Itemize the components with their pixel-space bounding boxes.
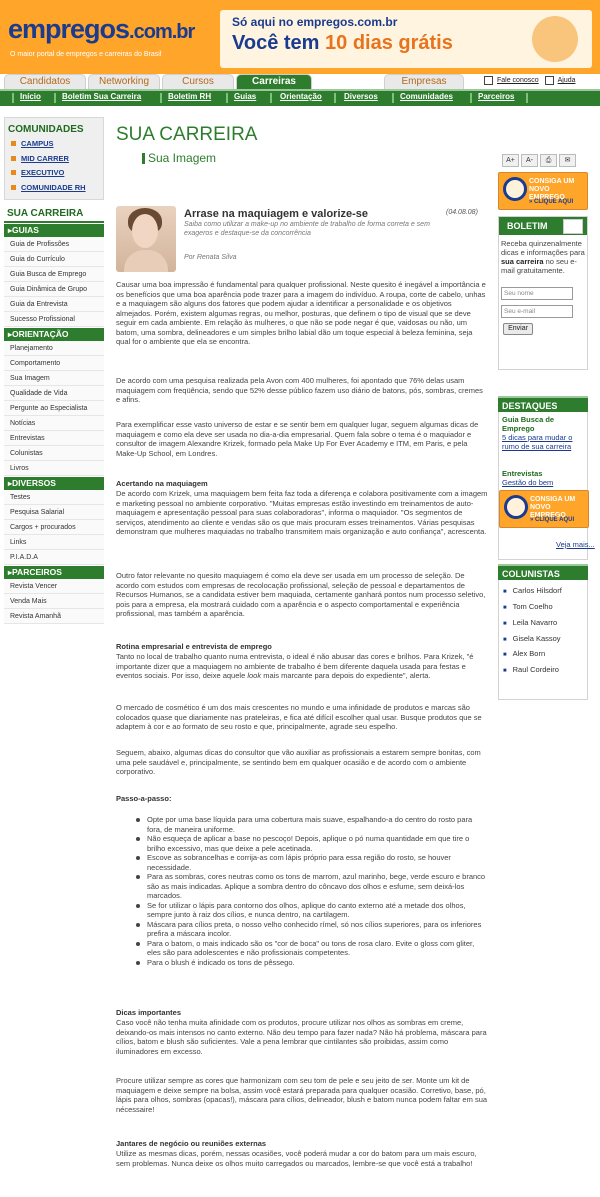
banner-line2: [232, 32, 453, 55]
article-paragraph: De acordo com Krizek, uma maquiagem bem feita faz toda a diferença e colabora positivamente com a imagem e marketing pessoal no ambiente corporativo. "Muitas empresas estão investindo em treinamentos de auto-maquiagem e apresentação pessoal para suas colaboradoras", informa o maquiador. "Os segmentos de serviços, atendimento ao cliente e vendas são os que mais procuram esses treinamentos. Várias pesquisas demonstram que mulheres maquiadas no trabalho transmitem mais organização e auto confiança", acrescenta.: [116, 489, 488, 536]
newsletter-text: Receba quinzenalmente dicas e informações para: [501, 239, 585, 257]
list-item: Não esqueça de aplicar a base no pescoço! Depois, aplique o pó numa quantidade em que tire o brilho excessivo, mas que deixe a pele acetinada.: [116, 834, 488, 853]
article-lead: Saiba como utilizar a make-up no ambiente de trabalho de forma correta e sem exageros e destaque-se da concorrência: [184, 221, 430, 237]
newsletter-box: [498, 216, 588, 370]
sidebar-item[interactable]: Pergunte ao Especialista: [4, 401, 104, 416]
banner-line2-highlight: 10 dias grátis: [325, 32, 453, 54]
columnist-link[interactable]: ■ Gisela Kassoy: [503, 634, 561, 643]
list-item: Para o batom, o mais indicado são os "cor de boca" ou tons de rosa claro. Evite o gloss com gliter, eles são para adolescentes e não profissionais competentes.: [116, 939, 488, 958]
nav-comunidades[interactable]: Comunidades: [400, 92, 453, 101]
newsletter-email-input[interactable]: Seu e-mail: [501, 305, 573, 318]
nav-divider: [54, 93, 56, 103]
nav-divider: [226, 93, 228, 103]
sidebar-item[interactable]: Sua Imagem: [4, 371, 104, 386]
newsletter-title-text: BOLETIM: [507, 221, 548, 231]
nav-orientacao[interactable]: Orientação: [280, 92, 322, 101]
communities-title: COMUNIDADES: [8, 124, 84, 135]
destaques-box: [498, 412, 595, 560]
sidebar-item[interactable]: Guia Busca de Emprego: [4, 267, 104, 282]
sidebar-item[interactable]: P.I.A.D.A: [4, 550, 104, 565]
sidebar-item[interactable]: Guia Dinâmica de Grupo: [4, 282, 104, 297]
communities-box: [4, 117, 104, 200]
article-paragraph: [116, 652, 488, 681]
sidebar-item[interactable]: Revista Amanhã: [4, 609, 104, 624]
columnist-link[interactable]: ■ Raul Cordeiro: [503, 665, 559, 674]
promo-banner[interactable]: [220, 10, 592, 68]
community-campus[interactable]: CAMPUS: [5, 137, 103, 152]
community-rh[interactable]: COMUNIDADE RH: [5, 181, 103, 196]
help-link[interactable]: Ajuda: [557, 77, 576, 85]
see-more-link[interactable]: Veja mais...: [556, 540, 595, 549]
tab-networking[interactable]: Networking: [88, 74, 160, 89]
article-paragraph: De acordo com uma pesquisa realizada pela Avon com 400 mulheres, foi apontado que 76% delas usam maquiagem com freqüência, sendo que 52% desse público fazem uso diário de batons, pós, sombras, cremes e afins.: [116, 376, 483, 404]
paragraph-text: mais marcante para depois do expediente", alerta.: [263, 671, 431, 680]
destaque-title: Entrevistas: [502, 469, 543, 478]
article-date: (04.08.08): [446, 209, 478, 216]
list-item: Se for utilizar o lápis para contorno dos olhos, aplique do canto externo até a metade dos olhos, sempre junto à raiz dos cílios, e nunca dentro, na cartilagem.: [116, 901, 488, 920]
nav-divider: [526, 93, 528, 103]
promo-cta: » CLIQUE AQUI: [529, 199, 574, 205]
sidebar-item[interactable]: Sucesso Profissional: [4, 312, 104, 327]
sidebar-item[interactable]: Revista Vencer: [4, 579, 104, 594]
left-sidebar: [4, 117, 104, 624]
page-tools: [502, 154, 578, 172]
article-subheading: Rotina empresarial e entrevista de emprego: [116, 642, 272, 651]
banner-line2-prefix: Você tem: [232, 32, 320, 54]
photo-body: [124, 250, 168, 272]
sidebar-item[interactable]: Planejamento: [4, 341, 104, 356]
article-subheading: Acertando na maquiagem: [116, 479, 208, 488]
sidebar-item[interactable]: Comportamento: [4, 356, 104, 371]
header: [0, 0, 600, 74]
banner-line1: [232, 15, 397, 29]
sidebar-item[interactable]: Entrevistas: [4, 431, 104, 446]
sidebar-item[interactable]: Testes: [4, 490, 104, 505]
sidebar-item[interactable]: Links: [4, 535, 104, 550]
community-mid-carrer[interactable]: MID CARRER: [5, 152, 103, 167]
nav-inicio[interactable]: Início: [20, 92, 41, 101]
destaques-title: DESTAQUES: [498, 396, 588, 412]
sidebar-item[interactable]: Colunistas: [4, 446, 104, 461]
sidebar-item[interactable]: Guia do Currículo: [4, 252, 104, 267]
tagline: O maior portal de empregos e carreiras do Brasil: [10, 51, 162, 58]
promo-logo-icon: [504, 495, 528, 519]
font-decrease-button[interactable]: A-: [521, 154, 538, 167]
article-paragraph: Para exemplificar esse vasto universo de estar e se sentir bem em qualquer lugar, seguem algumas dicas de maquiagem e como ela deve ser usada no dia-a-dia empresarial. Quem fala sobre o tema é o maquiador e consultor de imagem Alexandre Krizek, formado pela Make Up For Ever Academy e ITM, em Paris, e pela Make-Up School, em Londres.: [116, 420, 479, 458]
nav-bar: [0, 89, 600, 106]
tab-candidatos[interactable]: Candidatos: [4, 74, 86, 89]
article-subheading: Dicas importantes: [116, 1008, 182, 1017]
help-icon: [545, 76, 554, 85]
list-item: Para as sombras, cores neutras como os tons de marrom, azul marinho, bege, verde escuro e branco são as mais indicadas. Aplique a sombra dentro do côncavo dos olhos e esfume, sem deixá-los marcados.: [116, 872, 488, 901]
columnist-link[interactable]: ■ Leila Navarro: [503, 618, 557, 627]
promo-text: CONSIGA UM NOVO EMPREGO: [529, 178, 575, 201]
nav-divider: [334, 93, 336, 103]
list-item: Escove as sobrancelhas e corrija-as com lápis próprio para essa região do rosto, se houver necessidade.: [116, 853, 488, 872]
article-subheading: Jantares de negócio ou reuniões externas: [116, 1139, 267, 1148]
sidebar-item[interactable]: Venda Mais: [4, 594, 104, 609]
columnist-link[interactable]: ■ Tom Coelho: [503, 602, 553, 611]
newsletter-title: [499, 217, 587, 235]
article-subheading: Passo-a-passo:: [116, 794, 172, 803]
logo-text: empregos: [8, 14, 130, 44]
columnist-link[interactable]: ■ Alex Born: [503, 649, 545, 658]
nav-divider: [392, 93, 394, 103]
nav-diversos[interactable]: Diversos: [344, 92, 378, 101]
sidebar-item[interactable]: Guia de Profissões: [4, 237, 104, 252]
page-subtitle: Sua Imagem: [148, 151, 217, 165]
newsletter-description: [499, 235, 587, 275]
font-increase-button[interactable]: A+: [502, 154, 519, 167]
print-icon[interactable]: ⎙: [540, 154, 557, 167]
list-item: Máscara para cílios preta, o nosso velho conhecido rímel, só nos cílios superiores, para os inferiores prefira a máscara incolor.: [116, 920, 488, 939]
article-author: Por Renata Silva: [184, 254, 237, 261]
category-orientacao[interactable]: ▸ ORIENTAÇÃO: [4, 328, 104, 341]
tab-empresas[interactable]: Empresas: [384, 74, 464, 89]
article-title: Arrase na maquiagem e valorize-se: [184, 208, 369, 220]
newsletter-name-input[interactable]: Seu nome: [501, 287, 573, 300]
sidebar-item[interactable]: Notícias: [4, 416, 104, 431]
nav-divider: [160, 93, 162, 103]
tab-cursos[interactable]: Cursos: [162, 74, 234, 89]
nav-boletim-rh[interactable]: Boletim RH: [168, 92, 212, 101]
sidebar-item[interactable]: Livros: [4, 461, 104, 476]
article-paragraph: Causar uma boa impressão é fundamental para qualquer profissional. Neste quesito é inegável a importância e os benefícios que uma boa aparência pode trazer para a imagem do indivíduo. A roupa, corte de cabelo, unhas e a maquiagem são alguns dos fatores que podem ajudar a identificar a personalidade e os objetivos almejados. Porém, existem algumas regras, ou melhor, posturas, que definem o tipo de visual que se deve seguir em cada ambiente. Em relação às mulheres, o que não se pode negar é que, vaidosas ou não, um batom, uma sombra, delineadores e um simples brilho labial dão um toque especial à beleza feminina, seja qual for o ambiente que ela se encontra.: [116, 280, 486, 346]
category-guias[interactable]: ▸ GUIAS: [4, 224, 104, 237]
sua-carreira-title: SUA CARREIRA: [4, 206, 104, 223]
article-paragraph: Outro fator relevante no quesito maquiagem é como ela deve ser usada em um processo de seleção. De acordo com estudos com empresas de recolocação profissional, seleção de pessoal e departamentos de Recursos Humanos, se a candidata estiver bem maquiada, certamente ganhará pontos num processo seletivo, pois para a empresa, ela mostrará cuidado com a aparência e o aspecto comportamental e experiência profissional, mas também a aparência.: [116, 571, 486, 618]
newsletter-text-bold: sua carreira: [501, 257, 544, 266]
banner-circle-graphic: [532, 16, 578, 62]
destaque-link[interactable]: 5 dicas para mudar o rumo de sua carreira: [502, 433, 573, 451]
article-paragraph: Seguem, abaixo, algumas dicas do consultor que vão auxiliar as profissionais a estarem sempre bonitas, com uma pele saudável e, principalmente, se sentindo bem em qualquer ocasião e de acordo com o ambiente corporativo.: [116, 748, 481, 776]
site-logo[interactable]: [8, 14, 194, 45]
article-paragraph: Caso você não tenha muita afinidade com os produtos, procure utilizar nos olhos as sombras em creme, deixando-os mais intensos no canto externo. Não deu tempo para fazer nada? Não há problema, máscara para cílios, batom e blush são suficientes. Vale a pena lembrar que cintilantes são proibidas, assim como iluminadores em excesso.: [116, 1018, 487, 1056]
sidebar-item[interactable]: Pesquisa Salarial: [4, 505, 104, 520]
columnist-link[interactable]: ■ Carlos Hilsdorf: [503, 586, 562, 595]
newsletter-text: no seu e-mail gratuitamente.: [501, 257, 577, 275]
category-diversos[interactable]: ▸ DIVERSOS: [4, 477, 104, 490]
logo-domain: .com.br: [129, 21, 195, 43]
nav-divider: [12, 93, 14, 103]
contact-icon: [484, 76, 493, 85]
article-photo: [116, 206, 176, 272]
promo-text: CONSIGA UM NOVO EMPREGO: [530, 496, 576, 519]
promo-logo-icon: [503, 177, 527, 201]
nav-guias[interactable]: Guias: [234, 92, 257, 101]
tab-carreiras[interactable]: Carreiras: [236, 74, 312, 90]
colunistas-title: COLUNISTAS: [498, 564, 588, 580]
tips-list: [116, 815, 488, 967]
nav-divider: [270, 93, 272, 103]
email-icon[interactable]: ✉: [559, 154, 576, 167]
nav-boletim-sua-carreira[interactable]: Boletim Sua Carreira: [62, 92, 142, 101]
category-parceiros[interactable]: ▸ PARCEIROS: [4, 566, 104, 579]
sidebar-item[interactable]: Guia da Entrevista: [4, 297, 104, 312]
contact-link[interactable]: Fale conosco: [497, 77, 539, 85]
promo-cta: » CLIQUE AQUI: [530, 517, 575, 523]
paragraph-emphasis: look: [247, 671, 262, 680]
nav-parceiros[interactable]: Parceiros: [478, 92, 515, 101]
list-item: Opte por uma base líquida para uma cobertura mais suave, espalhando-a do centro do rosto para fora, de maneira uniforme.: [116, 815, 488, 834]
newsletter-submit-button[interactable]: Enviar: [503, 323, 533, 335]
page-title: SUA CARREIRA: [116, 124, 258, 145]
destaque-title: Guia Busca de Emprego: [502, 415, 555, 433]
sidebar-item[interactable]: Qualidade de Vida: [4, 386, 104, 401]
promo-new-job[interactable]: [498, 172, 588, 210]
promo-new-job[interactable]: [499, 490, 589, 528]
article-paragraph: Procure utilizar sempre as cores que harmonizam com seu tom de pele e seu jeito de ser. Monte um kit de maquiagem e deixe sempre na bolsa, assim você estará preparada para qualquer ocasião. Corretivo, base, pó, lápis para olhos, sombras (opacas!), máscara para cílios, delineador, blush e batom nunca podem faltar em sua nécessaire!: [116, 1076, 488, 1114]
community-executivo[interactable]: EXECUTIVO: [5, 166, 103, 181]
paragraph-text: Tanto no local de trabalho quanto numa entrevista, o ideal é não abusar das cores e brilhos. Para Krizek, "é importante dizer que a maquiagem no ambiente de trabalho é bem diferente daquela usada para festas e eventos sociais. Por isso, deixe aquele: [116, 652, 474, 680]
article-paragraph: O mercado de cosmético é um dos mais crescentes no mundo e uma infinidade de produtos e marcas são colocados quase que diariamente nas prateleiras, e fica até difícil escolher qual usar. Busque produtos que se adaptem à cor e ao formato de seu rosto e que, principalmente, agrade seu espelho.: [116, 703, 482, 731]
nav-divider: [470, 93, 472, 103]
colunistas-box: [498, 580, 588, 700]
destaque-link[interactable]: Gestão do bem: [502, 478, 554, 487]
article-paragraph: Utilize as mesmas dicas, porém, nessas ocasiões, você poderá mudar a cor do batom para um mais escuro, sem problemas. Nunca deixe os olhos muito carregados ou marcados, lembre-se que você está a trabalho!: [116, 1149, 477, 1168]
utility-links: [484, 76, 580, 85]
photo-face: [132, 214, 158, 248]
sidebar-item[interactable]: Cargos + procurados: [4, 520, 104, 535]
banner-line1-prefix: Só aqui no: [232, 15, 294, 29]
list-item: Para o blush é indicado os tons de pêssego.: [116, 958, 488, 968]
banner-line1-brand: empregos.com.br: [296, 15, 398, 29]
